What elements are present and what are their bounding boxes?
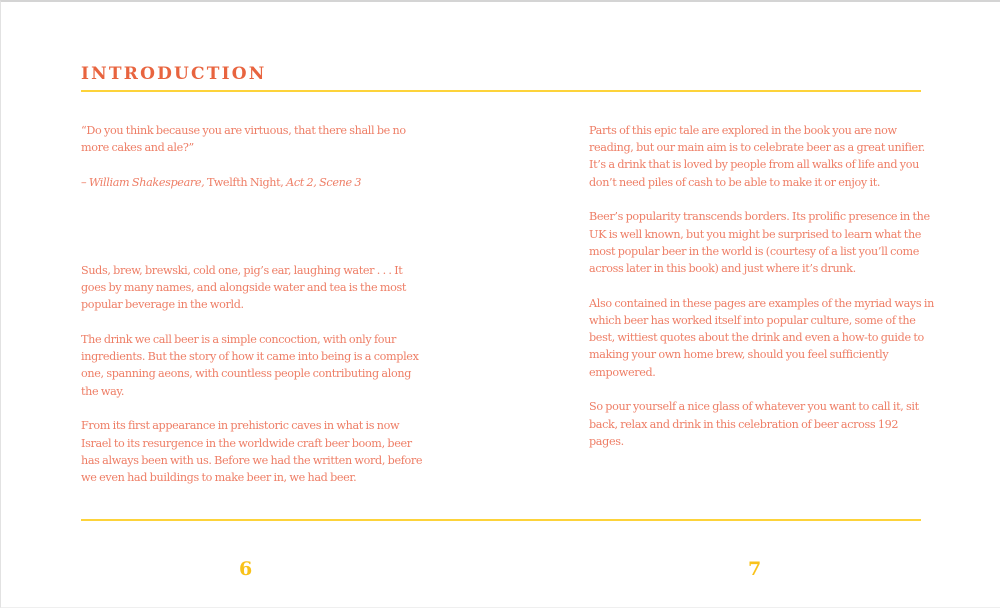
attribution-work: Twelfth Night, [204, 176, 287, 189]
epigraph-quote: “Do you think because you are virtuous, that there shall be no more cakes and ale?” [81, 124, 406, 155]
body-paragraph: So pour yourself a nice glass of whatever you want to call it, sit back, relax and drink in this celebration of beer across 192 pages. [589, 400, 919, 448]
epigraph-spacer [81, 209, 426, 262]
attribution-dash: – [81, 176, 89, 189]
epigraph-attribution [81, 174, 426, 191]
attribution-location: Act 2, Scene 3 [286, 176, 362, 189]
bottom-rule-divider [81, 519, 921, 521]
attribution-author: William Shakespeare, [88, 176, 205, 189]
body-paragraph: The drink we call beer is a simple concoction, with only four ingredients. But the story of how it came into being is a complex one, spanning aeons, with countless people contributing along the way. [81, 333, 419, 398]
top-rule-divider [81, 90, 921, 92]
chapter-heading: INTRODUCTION [81, 64, 267, 84]
right-page-number: 7 [748, 558, 762, 580]
left-page-number: 6 [239, 558, 253, 580]
body-paragraph: Beer’s popularity transcends borders. Its prolific presence in the UK is well known, but you might be surprised to learn what the most popular beer in the world is (courtesy of a list you’ll come across later in this book) and just where it’s drunk. [589, 210, 930, 276]
left-page-column [81, 122, 426, 504]
body-paragraph: From its first appearance in prehistoric caves in what is now Israel to its resurgence in the worldwide craft beer boom, beer has always been with us. Before we had the written word, before we even had buildings to make beer in, we had beer. [81, 419, 423, 485]
right-page-column [589, 122, 934, 468]
body-paragraph: Suds, brew, brewski, cold one, pig’s ear, laughing water . . . It goes by many names, and alongside water and tea is the most popular beverage in the world. [81, 263, 407, 312]
body-paragraph: Also contained in these pages are examples of the myriad ways in which beer has worked itself into popular culture, some of the best, wittiest quotes about the drink and even a how-to guide to making your own home brew, should you feel sufficiently empowered. [589, 296, 934, 379]
body-paragraph: Parts of this epic tale are explored in the book you are now reading, but our main aim is to celebrate beer as a great unifier. It’s a drink that is loved by people from all walks of life and you don’t need piles of cash to be able to make it or enjoy it. [589, 124, 925, 189]
